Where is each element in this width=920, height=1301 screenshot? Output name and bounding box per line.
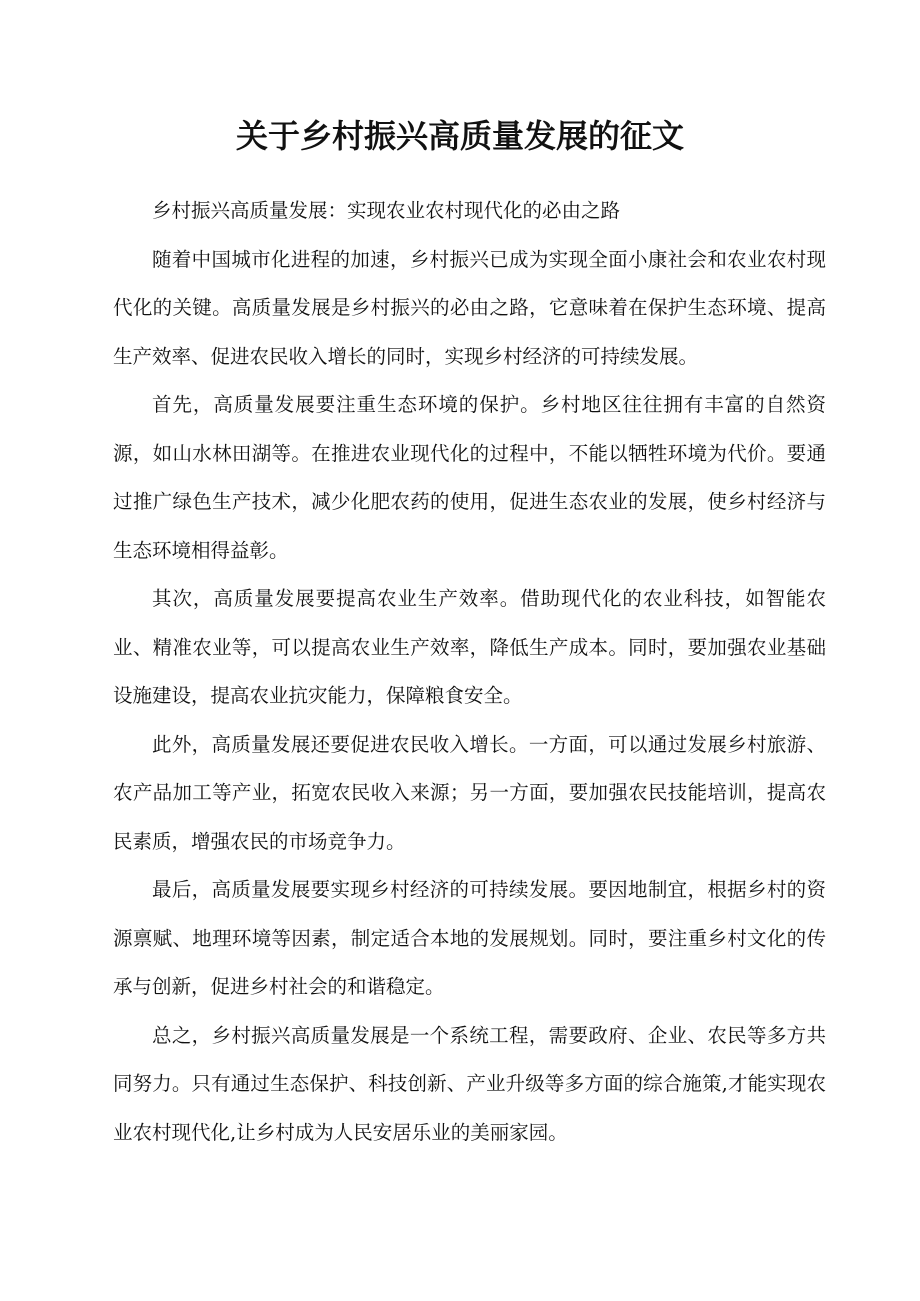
document-title: 关于乡村振兴高质量发展的征文 [235, 117, 684, 156]
paragraph-efficiency: 其次，高质量发展要提高农业生产效率。借助现代化的农业科技，如智能农业、精准农业等，可以提高农业生产效率，降低生产成本。同时，要加强农业基础设施建设，提高农业抗灾能力，保障粮食安全。 [113, 587, 826, 707]
paragraph-conclusion: 总之，乡村振兴高质量发展是一个系统工程，需要政府、企业、农民等多方共同努力。只有通过生态保护、科技创新、产业升级等多方面的综合施策,才能实现农业农村现代化,让乡村成为人民安居乐业的美丽家园。 [113, 1023, 826, 1144]
paragraph-sustainability: 最后，高质量发展要实现乡村经济的可持续发展。要因地制宜，根据乡村的资源禀赋、地理环境等因素，制定适合本地的发展规划。同时，要注重乡村文化的传承与创新，促进乡村社会的和谐稳定。 [113, 878, 826, 998]
paragraph-ecology: 首先，高质量发展要注重生态环境的保护。乡村地区往往拥有丰富的自然资源，如山水林田湖等。在推进农业现代化的过程中，不能以牺牲环境为代价。要通过推广绿色生产技术，减少化肥农药的使用，促进生态农业的发展，使乡村经济与生态环境相得益彰。 [113, 393, 826, 562]
document-subtitle: 乡村振兴高质量发展：实现农业农村现代化的必由之路 [152, 199, 621, 222]
document-body [113, 187, 826, 1157]
paragraph-income: 此外，高质量发展还要促进农民收入增长。一方面，可以通过发展乡村旅游、农产品加工等产业，拓宽农民收入来源；另一方面，要加强农民技能培训，提高农民素质，增强农民的市场竞争力。 [113, 732, 826, 853]
paragraph-intro: 随着中国城市化进程的加速，乡村振兴已成为实现全面小康社会和农业农村现代化的关键。高质量发展是乡村振兴的必由之路，它意味着在保护生态环境、提高生产效率、促进农民收入增长的同时，实现乡村经济的可持续发展。 [113, 247, 826, 368]
